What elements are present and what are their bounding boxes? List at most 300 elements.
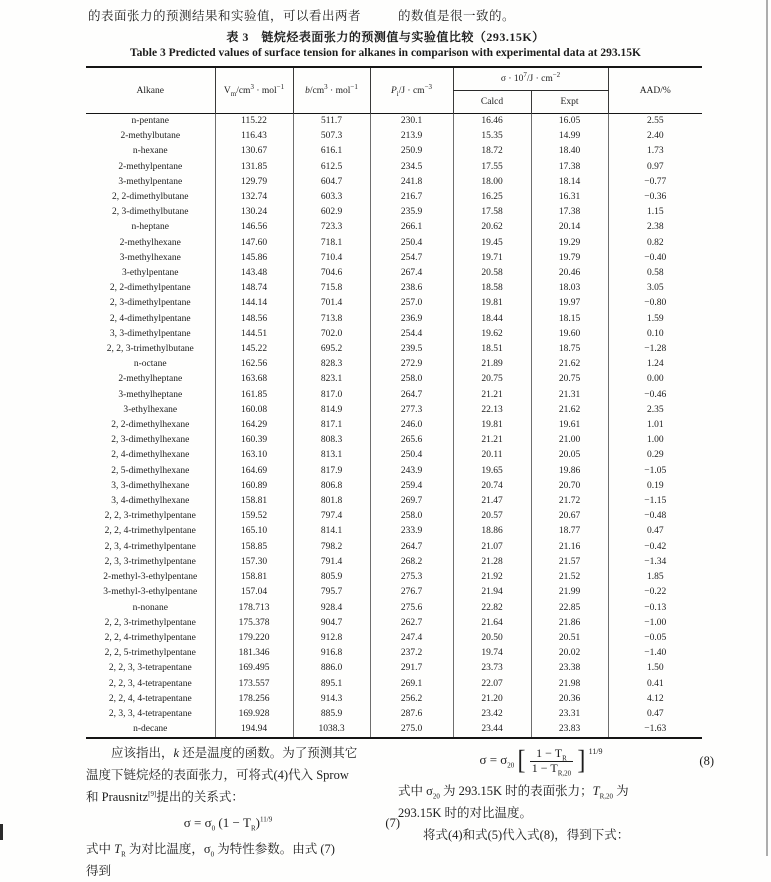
value-cell: 21.98: [531, 677, 608, 692]
alkane-name-cell: 2, 3-dimethylhexane: [111, 435, 190, 446]
column-header-alkane: Alkane: [136, 85, 164, 96]
alkane-name-cell: 3-ethylpentane: [122, 268, 179, 279]
column-header-molar-volume: $V_m/cm^3 \cdot mol^{-1}$: [215, 67, 293, 114]
value-cell: 18.86: [453, 524, 531, 539]
alkane-name-cell: 2, 2, 3, 3-tetrapentane: [108, 663, 192, 674]
value-cell: 236.9: [370, 312, 453, 327]
table-row: [86, 585, 702, 600]
value-cell: 115.22: [215, 114, 293, 130]
table-row: [86, 160, 702, 175]
value-cell: 0.10: [608, 327, 702, 342]
table-row: [86, 616, 702, 631]
alkane-name-cell: n-decane: [133, 724, 168, 735]
value-cell: 157.30: [215, 555, 293, 570]
table-row: [86, 433, 702, 448]
value-cell: 144.14: [215, 296, 293, 311]
value-cell: 19.65: [453, 464, 531, 479]
value-cell: 131.85: [215, 160, 293, 175]
value-cell: 160.39: [215, 433, 293, 448]
paragraph-line: 将式(4)和式(5)代入式(8)，得到下式：: [423, 828, 630, 842]
value-cell: 21.92: [453, 570, 531, 585]
value-cell: 602.9: [293, 205, 370, 220]
value-cell: 1038.3: [293, 722, 370, 738]
value-cell: 23.42: [453, 707, 531, 722]
value-cell: 0.47: [608, 707, 702, 722]
value-cell: 16.05: [531, 114, 608, 130]
value-cell: 21.62: [531, 403, 608, 418]
value-cell: −1.40: [608, 646, 702, 661]
value-cell: 18.40: [531, 144, 608, 159]
table-row: [86, 220, 702, 235]
value-cell: 291.7: [370, 661, 453, 676]
value-cell: 21.16: [531, 540, 608, 555]
equation-7-body: $\sigma = \sigma_0$ $(1 - T_R)^{11/9}$: [183, 815, 273, 833]
value-cell: 797.4: [293, 509, 370, 524]
value-cell: 246.0: [370, 418, 453, 433]
value-cell: 18.44: [453, 312, 531, 327]
alkane-name-cell: 3, 3-dimethylpentane: [109, 328, 191, 339]
value-cell: 704.6: [293, 266, 370, 281]
table-caption-english: Table 3 Predicted values of surface tension for alkanes in comparison with experimental data at 293.15K: [130, 47, 641, 59]
value-cell: 20.75: [453, 372, 531, 387]
value-cell: 19.86: [531, 464, 608, 479]
value-cell: 0.47: [608, 524, 702, 539]
table-row: [86, 540, 702, 555]
column-header-b: $b/cm^3 \cdot mol^{-1}$: [293, 67, 370, 114]
table-row: [86, 327, 702, 342]
alkane-name-cell: 2, 2, 3-trimethylpentane: [104, 511, 196, 522]
table-row: [86, 372, 702, 387]
equation-7: [86, 808, 400, 838]
value-cell: 163.68: [215, 372, 293, 387]
value-cell: 175.378: [215, 616, 293, 631]
value-cell: 806.8: [293, 479, 370, 494]
value-cell: 250.9: [370, 144, 453, 159]
value-cell: 275.6: [370, 601, 453, 616]
value-cell: 22.13: [453, 403, 531, 418]
value-cell: 250.4: [370, 448, 453, 463]
value-cell: 715.8: [293, 281, 370, 296]
notes-right-column: [398, 742, 714, 846]
value-cell: 164.69: [215, 464, 293, 479]
value-cell: 511.7: [293, 114, 370, 130]
table-row: [86, 555, 702, 570]
value-cell: 275.3: [370, 570, 453, 585]
table-row: [86, 114, 702, 130]
alkane-name-cell: 2-methylheptane: [118, 374, 183, 385]
table-header: [86, 67, 702, 114]
value-cell: 116.43: [215, 129, 293, 144]
value-cell: 19.81: [453, 418, 531, 433]
value-cell: 20.58: [453, 266, 531, 281]
value-cell: 20.57: [453, 509, 531, 524]
table-row: [86, 448, 702, 463]
table-row: [86, 707, 702, 722]
alkane-name-cell: 2-methylhexane: [119, 237, 181, 248]
equation-8-number: (8): [699, 754, 714, 768]
value-cell: 21.86: [531, 616, 608, 631]
value-cell: 22.85: [531, 601, 608, 616]
value-cell: 239.5: [370, 342, 453, 357]
value-cell: 147.60: [215, 236, 293, 251]
value-cell: 1.01: [608, 418, 702, 433]
value-cell: 21.21: [453, 433, 531, 448]
value-cell: 904.7: [293, 616, 370, 631]
value-cell: 20.02: [531, 646, 608, 661]
value-cell: 813.1: [293, 448, 370, 463]
value-cell: 19.71: [453, 251, 531, 266]
fraction-denominator: $1 - T_{R,20}$: [531, 760, 572, 777]
value-cell: 20.05: [531, 448, 608, 463]
notes-left-column: [86, 742, 400, 882]
value-cell: 130.24: [215, 205, 293, 220]
value-cell: 21.57: [531, 555, 608, 570]
value-cell: 19.62: [453, 327, 531, 342]
value-cell: 19.61: [531, 418, 608, 433]
value-cell: 237.2: [370, 646, 453, 661]
value-cell: 19.45: [453, 236, 531, 251]
value-cell: −0.42: [608, 540, 702, 555]
value-cell: 20.75: [531, 372, 608, 387]
value-cell: 160.89: [215, 479, 293, 494]
value-cell: 21.62: [531, 357, 608, 372]
value-cell: 18.77: [531, 524, 608, 539]
alkane-name-cell: 2, 3-dimethylpentane: [109, 298, 191, 309]
value-cell: −0.77: [608, 175, 702, 190]
value-cell: 145.86: [215, 251, 293, 266]
alkane-name-cell: 3-methylpentane: [118, 176, 183, 187]
value-cell: 912.8: [293, 631, 370, 646]
column-header-internal-pressure: $P_i/J \cdot cm^{-3}$: [370, 67, 453, 114]
table-row: [86, 312, 702, 327]
value-cell: 163.10: [215, 448, 293, 463]
value-cell: 169.495: [215, 661, 293, 676]
value-cell: 616.1: [293, 144, 370, 159]
value-cell: 161.85: [215, 388, 293, 403]
value-cell: 0.41: [608, 677, 702, 692]
value-cell: 21.94: [453, 585, 531, 600]
value-cell: 21.31: [531, 388, 608, 403]
table-row: [86, 570, 702, 585]
value-cell: 21.28: [453, 555, 531, 570]
value-cell: 277.3: [370, 403, 453, 418]
value-cell: 817.9: [293, 464, 370, 479]
alkane-name-cell: n-octane: [133, 359, 167, 370]
alkane-name-cell: n-pentane: [131, 116, 169, 126]
value-cell: 20.74: [453, 479, 531, 494]
value-cell: 132.74: [215, 190, 293, 205]
table-row: [86, 722, 702, 738]
value-cell: 1.00: [608, 433, 702, 448]
value-cell: 162.56: [215, 357, 293, 372]
paragraph-line: 293.15K 时的对比温度。: [398, 806, 533, 820]
value-cell: 21.21: [453, 388, 531, 403]
value-cell: 169.928: [215, 707, 293, 722]
value-cell: 269.7: [370, 494, 453, 509]
value-cell: 612.5: [293, 160, 370, 175]
value-cell: 130.67: [215, 144, 293, 159]
value-cell: 234.5: [370, 160, 453, 175]
table-row: [86, 692, 702, 707]
value-cell: −0.80: [608, 296, 702, 311]
column-header-sigma-group: $\sigma \cdot 10^7/J \cdot cm^{-2}$: [453, 67, 608, 91]
value-cell: −0.05: [608, 631, 702, 646]
value-cell: 20.46: [531, 266, 608, 281]
alkane-name-cell: 3-methylhexane: [119, 252, 181, 263]
value-cell: 256.2: [370, 692, 453, 707]
value-cell: 158.85: [215, 540, 293, 555]
value-cell: 254.4: [370, 327, 453, 342]
paragraph-line: 得到: [86, 864, 112, 878]
right-bracket: ]: [577, 746, 586, 776]
table-row: [86, 631, 702, 646]
alkane-name-cell: 2-methylbutane: [120, 131, 181, 142]
value-cell: 181.346: [215, 646, 293, 661]
value-cell: 23.73: [453, 661, 531, 676]
value-cell: 4.12: [608, 692, 702, 707]
value-cell: 272.9: [370, 357, 453, 372]
value-cell: 18.00: [453, 175, 531, 190]
value-cell: 2.40: [608, 129, 702, 144]
value-cell: 713.8: [293, 312, 370, 327]
alkane-name-cell: n-hexane: [132, 146, 168, 157]
table-row: [86, 388, 702, 403]
alkane-name-cell: 2, 3, 3-trimethylpentane: [104, 556, 196, 567]
value-cell: 19.97: [531, 296, 608, 311]
value-cell: 814.1: [293, 524, 370, 539]
value-cell: −0.40: [608, 251, 702, 266]
value-cell: 23.44: [453, 722, 531, 738]
value-cell: 2.38: [608, 220, 702, 235]
value-cell: 16.25: [453, 190, 531, 205]
value-cell: 247.4: [370, 631, 453, 646]
value-cell: 0.82: [608, 236, 702, 251]
table-row: [86, 342, 702, 357]
body-text-left-column: 的表面张力的预测结果和实验值，可以看出两者: [88, 9, 362, 23]
paragraph-line: 应该指出，k 还是温度的函数。为了预测其它: [111, 746, 358, 760]
paragraph-line: 式中 $T_R$ 为对比温度，$\sigma_0$ 为特性参数。由式 (7): [86, 842, 335, 859]
alkane-name-cell: 3-methylheptane: [118, 389, 183, 400]
value-cell: 3.05: [608, 281, 702, 296]
body-text-right-column: 的数值是很一致的。: [398, 9, 516, 23]
alkane-name-cell: 2, 2, 3-trimethylbutane: [106, 344, 194, 355]
value-cell: 21.52: [531, 570, 608, 585]
paragraph-line: 式中 $\sigma_{20}$ 为 293.15K 时的表面张力；$T_{R,20}$ 为: [398, 784, 629, 801]
value-cell: 194.94: [215, 722, 293, 738]
value-cell: 21.99: [531, 585, 608, 600]
value-cell: 817.1: [293, 418, 370, 433]
value-cell: 287.6: [370, 707, 453, 722]
table-row: [86, 601, 702, 616]
alkane-name-cell: n-nonane: [132, 602, 168, 613]
left-bracket: [: [517, 746, 526, 776]
value-cell: −0.22: [608, 585, 702, 600]
value-cell: 145.22: [215, 342, 293, 357]
table-body: [86, 114, 702, 739]
table-row: [86, 646, 702, 661]
alkane-name-cell: 2-methylpentane: [118, 161, 183, 172]
value-cell: 165.10: [215, 524, 293, 539]
value-cell: 23.31: [531, 707, 608, 722]
value-cell: 791.4: [293, 555, 370, 570]
paragraph-line: 温度下链烷烃的表面张力，可将式(4)代入 Sprow: [86, 768, 349, 782]
value-cell: 20.51: [531, 631, 608, 646]
value-cell: 17.55: [453, 160, 531, 175]
alkane-name-cell: 3-methyl-3-ethylpentane: [103, 587, 198, 598]
value-cell: 159.52: [215, 509, 293, 524]
value-cell: 604.7: [293, 175, 370, 190]
alkane-name-cell: 2, 2-dimethylpentane: [109, 283, 191, 294]
value-cell: 21.20: [453, 692, 531, 707]
value-cell: 1.85: [608, 570, 702, 585]
value-cell: 259.4: [370, 479, 453, 494]
value-cell: 702.0: [293, 327, 370, 342]
table-row: [86, 677, 702, 692]
value-cell: 264.7: [370, 540, 453, 555]
table-row: [86, 403, 702, 418]
value-cell: 718.1: [293, 236, 370, 251]
alkane-name-cell: n-heptane: [131, 222, 169, 233]
value-cell: 235.9: [370, 205, 453, 220]
value-cell: 213.9: [370, 129, 453, 144]
alkane-name-cell: 2-methyl-3-ethylpentane: [103, 572, 198, 583]
table-row: [86, 418, 702, 433]
table-row: [86, 144, 702, 159]
value-cell: 158.81: [215, 494, 293, 509]
value-cell: 258.0: [370, 372, 453, 387]
paragraph-line: 和 Prausnitz[9]提出的关系式：: [86, 789, 244, 804]
value-cell: 160.08: [215, 403, 293, 418]
value-cell: 22.07: [453, 677, 531, 692]
table-caption-chinese: 表 3 链烷烃表面张力的预测值与实验值比较（293.15K）: [226, 30, 545, 44]
value-cell: 19.60: [531, 327, 608, 342]
value-cell: 23.38: [531, 661, 608, 676]
scan-speck: [0, 824, 3, 840]
value-cell: 157.04: [215, 585, 293, 600]
value-cell: 266.1: [370, 220, 453, 235]
value-cell: 18.51: [453, 342, 531, 357]
table-row: [86, 175, 702, 190]
value-cell: 0.58: [608, 266, 702, 281]
equation-7-number: (7): [385, 816, 400, 830]
value-cell: 269.1: [370, 677, 453, 692]
value-cell: 695.2: [293, 342, 370, 357]
value-cell: 914.3: [293, 692, 370, 707]
table-row: [86, 479, 702, 494]
alkane-name-cell: 2, 3, 3, 4-tetrapentane: [108, 708, 192, 719]
table-row: [86, 129, 702, 144]
alkane-name-cell: 2, 2, 5-trimethylpentane: [104, 648, 196, 659]
table-row: [86, 205, 702, 220]
value-cell: 158.81: [215, 570, 293, 585]
value-cell: 275.0: [370, 722, 453, 738]
value-cell: −1.28: [608, 342, 702, 357]
value-cell: 179.220: [215, 631, 293, 646]
value-cell: 18.14: [531, 175, 608, 190]
value-cell: 928.4: [293, 601, 370, 616]
value-cell: 143.48: [215, 266, 293, 281]
value-cell: 814.9: [293, 403, 370, 418]
value-cell: 19.79: [531, 251, 608, 266]
value-cell: 19.29: [531, 236, 608, 251]
value-cell: 801.8: [293, 494, 370, 509]
value-cell: 20.50: [453, 631, 531, 646]
value-cell: 238.6: [370, 281, 453, 296]
value-cell: 23.83: [531, 722, 608, 738]
value-cell: 19.81: [453, 296, 531, 311]
alkane-name-cell: 2, 4-dimethylhexane: [111, 450, 190, 461]
value-cell: 1.15: [608, 205, 702, 220]
alkane-name-cell: 2, 2-dimethylbutane: [111, 192, 189, 203]
table-row: [86, 494, 702, 509]
value-cell: 0.97: [608, 160, 702, 175]
value-cell: 268.2: [370, 555, 453, 570]
value-cell: 129.79: [215, 175, 293, 190]
alkane-name-cell: 2, 3-dimethylbutane: [111, 207, 189, 218]
value-cell: −0.46: [608, 388, 702, 403]
value-cell: 16.46: [453, 114, 531, 130]
value-cell: 14.99: [531, 129, 608, 144]
value-cell: 18.72: [453, 144, 531, 159]
value-cell: 21.72: [531, 494, 608, 509]
value-cell: 17.38: [531, 160, 608, 175]
alkane-name-cell: 2, 2, 4-trimethylpentane: [104, 526, 196, 537]
value-cell: 603.3: [293, 190, 370, 205]
value-cell: −1.00: [608, 616, 702, 631]
alkane-name-cell: 3-ethylhexane: [123, 404, 178, 415]
table-row: [86, 464, 702, 479]
value-cell: 267.4: [370, 266, 453, 281]
value-cell: 20.67: [531, 509, 608, 524]
alkane-name-cell: 3, 3-dimethylhexane: [111, 480, 190, 491]
value-cell: 21.07: [453, 540, 531, 555]
alkane-name-cell: 2, 5-dimethylhexane: [111, 465, 190, 476]
value-cell: 20.11: [453, 448, 531, 463]
value-cell: 701.4: [293, 296, 370, 311]
value-cell: 16.31: [531, 190, 608, 205]
table-row: [86, 266, 702, 281]
value-cell: 798.2: [293, 540, 370, 555]
value-cell: 21.47: [453, 494, 531, 509]
value-cell: 262.7: [370, 616, 453, 631]
column-header-aad: AAD/%: [608, 67, 702, 114]
table-row: [86, 509, 702, 524]
value-cell: 216.7: [370, 190, 453, 205]
table-row: [86, 296, 702, 311]
alkane-name-cell: 3, 4-dimethylhexane: [111, 496, 190, 507]
value-cell: 233.9: [370, 524, 453, 539]
equation-8-fraction: [530, 747, 573, 776]
value-cell: 258.0: [370, 509, 453, 524]
value-cell: 178.256: [215, 692, 293, 707]
value-cell: 0.00: [608, 372, 702, 387]
alkane-name-cell: 2, 2, 4, 4-tetrapentane: [108, 693, 192, 704]
value-cell: 805.9: [293, 570, 370, 585]
value-cell: 723.3: [293, 220, 370, 235]
value-cell: 164.29: [215, 418, 293, 433]
alkane-name-cell: 2, 2, 3-trimethylpentane: [104, 617, 196, 628]
value-cell: 795.7: [293, 585, 370, 600]
table-row: [86, 251, 702, 266]
value-cell: −1.05: [608, 464, 702, 479]
value-cell: 241.8: [370, 175, 453, 190]
value-cell: 178.713: [215, 601, 293, 616]
value-cell: 1.50: [608, 661, 702, 676]
equation-8: [398, 742, 714, 780]
value-cell: 895.1: [293, 677, 370, 692]
alkane-name-cell: 2, 2, 3, 4-tetrapentane: [108, 678, 192, 689]
table-row: [86, 524, 702, 539]
